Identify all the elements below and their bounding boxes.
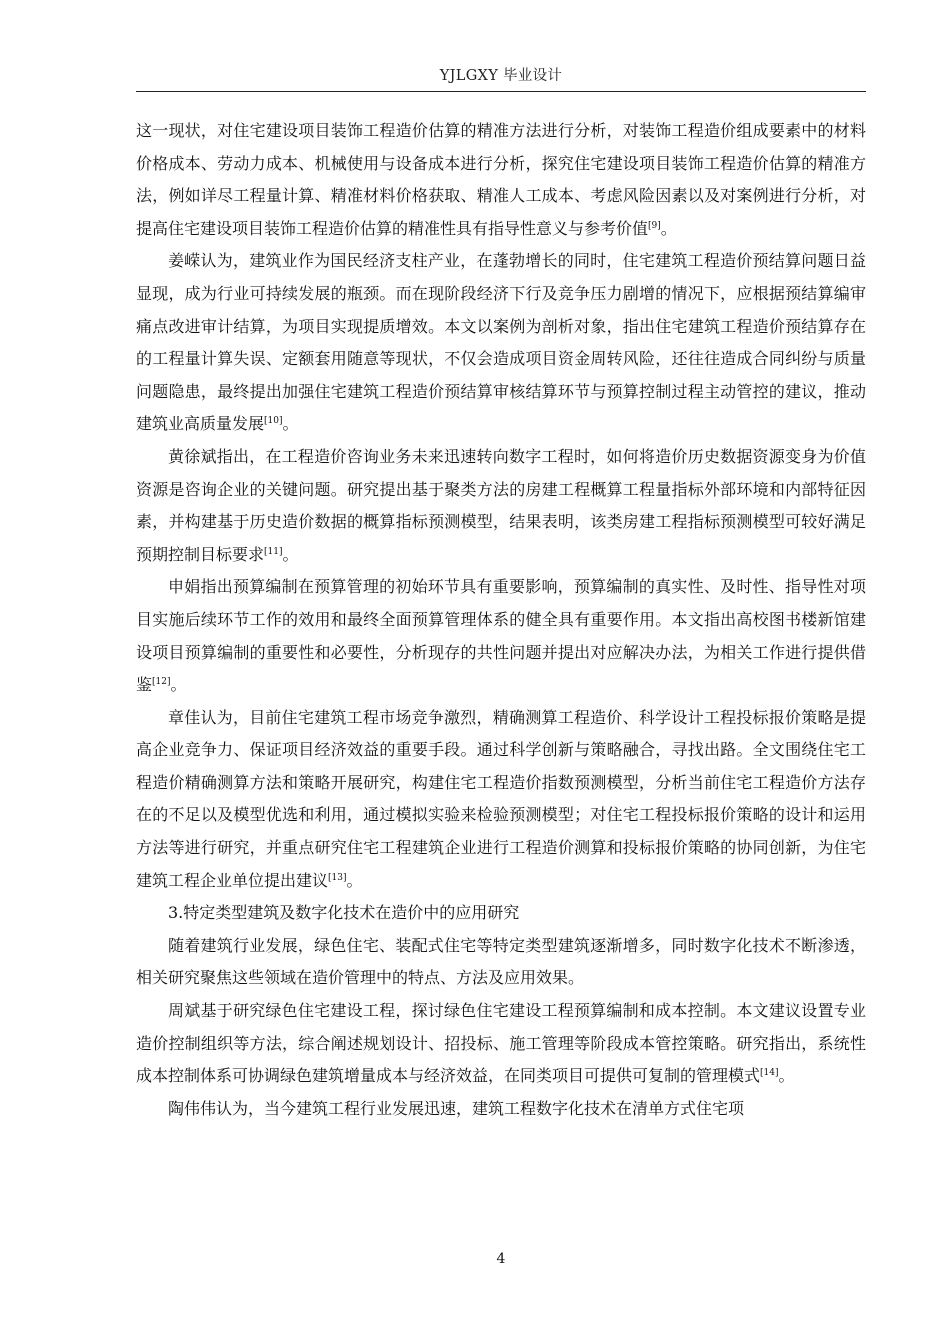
paragraph-7-end: 。 bbox=[778, 1066, 795, 1086]
citation-13: [13] bbox=[328, 872, 347, 883]
paragraph-5-end: 。 bbox=[346, 870, 363, 890]
paragraph-1-text: 这一现状，对住宅建设项目装饰工程造价估算的精准方法进行分析，对装饰工程造价组成要素中的材料价格成本、劳动力成本、机械使用与设备成本进行分析，探究住宅建设项目装饰工程造价估算的精准方法，例如详尽工程量计算、精准材料价格获取、精准人工成本、考虑风险因素以及对案例进行分析，对提高住宅建设项目装饰工程造价估算的精准性具有指导性意义与参考价值 bbox=[136, 121, 866, 238]
paragraph-3 bbox=[136, 441, 866, 571]
paragraph-2-end: 。 bbox=[282, 414, 299, 434]
citation-9: [9] bbox=[648, 220, 661, 231]
paragraph-3-text: 黄徐斌指出，在工程造价咨询业务未来迅速转向数字工程时，如何将造价历史数据资源变身为价值资源是咨询企业的关键问题。研究提出基于聚类方法的房建工程概算工程量指标外部环境和内部特征因素，并构建基于历史造价数据的概算指标预测模型，结果表明，该类房建工程指标预测模型可较好满足预期控制目标要求 bbox=[136, 446, 866, 564]
page-header: YJLGXY 毕业设计 bbox=[439, 68, 563, 84]
paragraph-2-text: 姜嵘认为，建筑业作为国民经济支柱产业，在蓬勃增长的同时，住宅建筑工程造价预结算问题日益显现，成为行业可持续发展的瓶颈。而在现阶段经济下行及竞争压力剧增的情况下，应根据预结算编审痛点改进审计结算，为项目实现提质增效。本文以案例为剖析对象，指出住宅建筑工程造价预结算存在的工程量计算失误、定额套用随意等现状，不仅会造成项目资金周转风险，还往往造成合同纠纷与质量问题隐患，最终提出加强住宅建筑工程造价预结算审核结算环节与预算控制过程主动管控的建议，推动建筑业高质量发展 bbox=[136, 251, 866, 434]
paragraph-7-text: 周斌基于研究绿色住宅建设工程，探讨绿色住宅建设工程预算编制和成本控制。本文建议设置专业造价控制组织等方法，综合阐述规划设计、招投标、施工管理等阶段成本管控策略。研究指出，系统性成本控制体系可协调绿色建筑增量成本与经济效益，在同类项目可提供可复制的管理模式 bbox=[136, 1001, 866, 1086]
citation-14: [14] bbox=[760, 1068, 779, 1079]
citation-12: [12] bbox=[152, 677, 171, 688]
paragraph-6 bbox=[136, 930, 866, 995]
header-rule bbox=[136, 91, 866, 92]
section-heading-3: 3.特定类型建筑及数字化技术在造价中的应用研究 bbox=[168, 903, 520, 923]
paragraph-6-text: 随着建筑行业发展，绿色住宅、装配式住宅等特定类型建筑逐渐增多，同时数字化技术不断渗透，相关研究聚焦这些领域在造价管理中的特点、方法及应用效果。 bbox=[136, 935, 866, 988]
paragraph-5-text: 章佳认为，目前住宅建筑工程市场竞争激烈，精确测算工程造价、科学设计工程投标报价策略是提高企业竞争力、保证项目经济效益的重要手段。通过科学创新与策略融合，寻找出路。全文围绕住宅工程造价精确测算方法和策略开展研究，构建住宅工程造价指数预测模型，分析当前住宅工程造价方法存在的不足以及模型优选和利用，通过模拟实验来检验预测模型；对住宅工程投标报价策略的设计和运用方法等进行研究，并重点研究住宅工程建筑企业进行工程造价测算和投标报价策略的协同创新，为住宅建筑工程企业单位提出建议 bbox=[136, 707, 866, 890]
paragraph-4-text: 申娟指出预算编制在预算管理的初始环节具有重要影响，预算编制的真实性、及时性、指导性对项目实施后续环节工作的效用和最终全面预算管理体系的健全具有重要作用。本文指出高校图书楼新馆建设项目预算编制的重要性和必要性，分析现存的共性问题并提出对应解决办法，为相关工作进行提供借鉴 bbox=[136, 577, 866, 695]
paragraph-1 bbox=[136, 115, 866, 245]
paragraph-3-end: 。 bbox=[282, 544, 299, 564]
citation-10: [10] bbox=[264, 416, 283, 427]
page-number: 4 bbox=[496, 1251, 506, 1267]
paragraph-1-end: 。 bbox=[660, 218, 677, 238]
paragraph-4-end: 。 bbox=[170, 675, 187, 695]
paragraph-5 bbox=[136, 702, 866, 898]
paragraph-8-text: 陶伟伟认为，当今建筑工程行业发展迅速，建筑工程数字化技术在清单方式住宅项 bbox=[168, 1098, 745, 1118]
paragraph-4 bbox=[136, 571, 866, 701]
body-text bbox=[136, 115, 866, 1125]
paragraph-2 bbox=[136, 245, 866, 441]
citation-11: [11] bbox=[264, 546, 283, 557]
paragraph-8 bbox=[136, 1093, 866, 1126]
paragraph-7 bbox=[136, 995, 866, 1093]
